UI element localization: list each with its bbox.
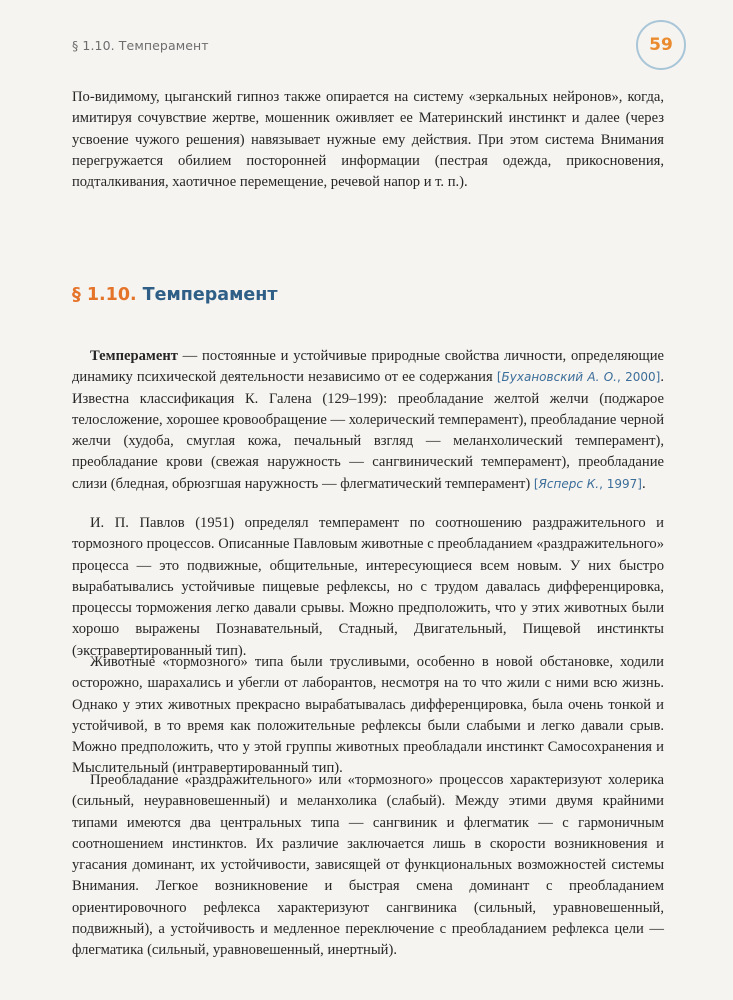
defined-term: Темперамент (90, 348, 178, 364)
definition-text: — постоянные и устойчивые природные свойства личности, определяющие динамику психической деятельности независимо от ее содержания (72, 348, 664, 386)
section-title: Темперамент (142, 285, 278, 305)
section-number: § 1.10. (72, 285, 137, 305)
citation-open-bracket: [ (496, 370, 502, 385)
section-heading (72, 285, 278, 305)
paragraph-end: . (641, 475, 646, 492)
citation-link-jaspers[interactable]: Ясперс К. (538, 476, 600, 491)
citation-year-jaspers: , 1997] (599, 476, 642, 491)
running-header: § 1.10. Темперамент (72, 38, 209, 53)
intro-paragraph: По-видимому, цыганский гипноз также опирается на систему «зеркальных нейронов», когда, имитируя сочувствие жертве, мошенник оживляет ее Материнский инстинкт и далее (через усвоение чужого решения) навязывает нужные ему действия. При этом система Внимания перегружается обилием посторонней информации (пестрая одежда, прикосновения, подталкивания, хаотичное перемещение, речевой напор и т. п.). (72, 89, 664, 191)
inhibitory-type-paragraph: Животные «тормозного» типа были трусливыми, особенно в новой обстановке, ходили осторожно, шарахались и убегли от лаборантов, несмотря на то что жили с ними всю жизнь. Однако у этих животных прекрасно вырабатывалась дифференцировка, была очень тонкой и устойчивой, в то время как положительные рефлексы были слабыми и легко давали срыв. Можно предположить, что у этой группы животных преобладали инстинкт Самосохранения и Мыслительный (интравертированный тип). (72, 654, 664, 777)
citation-year-bukhanovsky: , 2000] (616, 370, 661, 385)
galen-classification-text: . Известна классификация К. Галена (129–199): преобладание желтой желчи (поджарое телосложение, хорошее кровообращение — холерический темперамент), преобладание черной желчи (худоба, смуглая кожа, печальный взгляд — меланхолический темперамент), преобладание крови (свежая наружность — сангвинический темперамент), преобладание слизи (бледная, обрюзгшая наружность — флегматический темперамент) (72, 369, 665, 492)
page-number-badge: 59 (636, 20, 686, 70)
definition-paragraph (72, 346, 664, 495)
pavlov-paragraph: И. П. Павлов (1951) определял темперамент по соотношению раздражительного и тормозного процессов. Описанные Павловым животные с преобладанием «раздражительного» процесса — это подвижные, общительные, интересующиеся всем новым. У них быстро вырабатывались устойчивые пищевые рефлексы, но с трудом давалась дифференцировка, процессы торможения легко давали срывы. Можно предположить, что у этих животных были хорошо выражены Познавательный, Стадный, Двигательный, Пищевой инстинкты (экстравертированный тип). (72, 515, 664, 659)
citation-link-bukhanovsky[interactable]: Бухановский А. О. (501, 370, 617, 385)
citation-open-bracket: [ (533, 476, 539, 491)
temperament-types-paragraph: Преобладание «раздражительного» или «тормозного» процессов характеризуют холерика (сильный, неуравновешенный) и меланхолика (слабый). Между этими двумя крайними типами имеются два центральных типа — сангвиник и флегматик — с гармоничным соотношением инстинктов. Их различие заключается лишь в скорости возникновения и угасания доминант, их устойчивости, зависящей от функциональных возможностей системы Внимания. Легкое возникновение и быстрая смена доминант с преобладанием ориентировочного рефлекса характеризуют сангвиника (сильный, уравновешенный, подвижный), а устойчивость и медленное переключение с преобладанием рефлекса цели — флегматика (сильный, уравновешенный, инертный). (72, 772, 664, 959)
